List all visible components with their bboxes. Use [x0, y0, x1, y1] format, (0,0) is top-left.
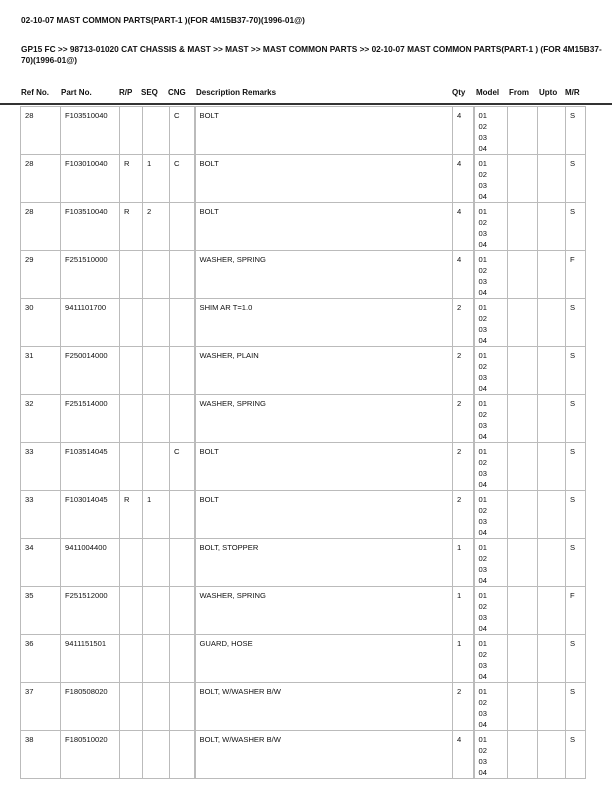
cell-upto [538, 299, 566, 347]
cell-model: 01 02 03 04 [474, 251, 508, 299]
cell-mr: S [566, 539, 586, 587]
header-model: Model [476, 88, 500, 97]
cell-rp [120, 731, 143, 779]
cell-mr: S [566, 443, 586, 491]
cell-part: F180510020 [61, 731, 120, 779]
cell-upto [538, 203, 566, 251]
cell-upto [538, 539, 566, 587]
cell-ref: 30 [21, 299, 61, 347]
cell-cng [170, 587, 195, 635]
cell-qty: 4 [453, 203, 474, 251]
table-row [21, 635, 586, 683]
cell-rp [120, 635, 143, 683]
header-part: Part No. [61, 88, 92, 97]
table-row [21, 107, 586, 155]
table-row [21, 731, 586, 779]
cell-part: 9411151501 [61, 635, 120, 683]
cell-mr: S [566, 155, 586, 203]
cell-desc: BOLT [195, 491, 453, 539]
cell-desc: BOLT [195, 155, 453, 203]
cell-mr: S [566, 683, 586, 731]
cell-model: 01 02 03 04 [474, 731, 508, 779]
cell-desc: BOLT, STOPPER [195, 539, 453, 587]
cell-mr: S [566, 299, 586, 347]
cell-ref: 35 [21, 587, 61, 635]
cell-qty: 2 [453, 491, 474, 539]
cell-desc: BOLT, W/WASHER B/W [195, 683, 453, 731]
cell-mr: F [566, 251, 586, 299]
cell-mr: F [566, 587, 586, 635]
cell-ref: 28 [21, 155, 61, 203]
page-title: 02-10-07 MAST COMMON PARTS(PART-1 )(FOR 4M15B37-70)(1996-01@) [21, 15, 305, 25]
cell-from [508, 731, 538, 779]
cell-model: 01 02 03 04 [474, 107, 508, 155]
cell-part: F103010040 [61, 155, 120, 203]
cell-cng [170, 347, 195, 395]
cell-ref: 29 [21, 251, 61, 299]
cell-part: F103510040 [61, 107, 120, 155]
cell-upto [538, 587, 566, 635]
cell-rp [120, 539, 143, 587]
cell-model: 01 02 03 04 [474, 155, 508, 203]
cell-qty: 1 [453, 635, 474, 683]
cell-cng: C [170, 107, 195, 155]
cell-part: F103510040 [61, 203, 120, 251]
cell-model: 01 02 03 04 [474, 299, 508, 347]
cell-mr: S [566, 347, 586, 395]
cell-ref: 28 [21, 203, 61, 251]
cell-model: 01 02 03 04 [474, 395, 508, 443]
header-ref: Ref No. [21, 88, 49, 97]
cell-rp [120, 683, 143, 731]
cell-from [508, 395, 538, 443]
header-seq: SEQ [141, 88, 158, 97]
cell-rp: R [120, 155, 143, 203]
cell-cng [170, 683, 195, 731]
table-row [21, 443, 586, 491]
cell-rp [120, 107, 143, 155]
cell-part: F251514000 [61, 395, 120, 443]
cell-seq [143, 395, 170, 443]
table-row [21, 395, 586, 443]
cell-seq [143, 731, 170, 779]
header-cng: CNG [168, 88, 186, 97]
cell-model: 01 02 03 04 [474, 539, 508, 587]
cell-ref: 36 [21, 635, 61, 683]
cell-from [508, 683, 538, 731]
cell-mr: S [566, 731, 586, 779]
cell-from [508, 443, 538, 491]
cell-rp: R [120, 203, 143, 251]
header-divider [0, 103, 612, 105]
cell-upto [538, 107, 566, 155]
cell-qty: 2 [453, 443, 474, 491]
cell-upto [538, 635, 566, 683]
cell-qty: 2 [453, 347, 474, 395]
cell-cng [170, 203, 195, 251]
parts-table [20, 106, 586, 779]
cell-part: F103514045 [61, 443, 120, 491]
cell-qty: 2 [453, 299, 474, 347]
cell-part: 9411004400 [61, 539, 120, 587]
cell-ref: 28 [21, 107, 61, 155]
cell-from [508, 587, 538, 635]
cell-part: F250014000 [61, 347, 120, 395]
cell-qty: 2 [453, 683, 474, 731]
cell-model: 01 02 03 04 [474, 683, 508, 731]
cell-from [508, 299, 538, 347]
cell-rp [120, 587, 143, 635]
breadcrumb: GP15 FC >> 98713-01020 CAT CHASSIS & MAST >> MAST >> MAST COMMON PARTS >> 02-10-07 MAST COMMON PARTS(PART-1 ) (FOR 4M15B37-70)(1996-01@) [21, 44, 602, 65]
table-row [21, 539, 586, 587]
table-row [21, 251, 586, 299]
cell-model: 01 02 03 04 [474, 347, 508, 395]
cell-mr: S [566, 395, 586, 443]
cell-seq [143, 587, 170, 635]
header-from: From [509, 88, 529, 97]
cell-rp: R [120, 491, 143, 539]
cell-desc: BOLT [195, 203, 453, 251]
cell-mr: S [566, 491, 586, 539]
cell-from [508, 539, 538, 587]
cell-seq: 1 [143, 155, 170, 203]
cell-model: 01 02 03 04 [474, 443, 508, 491]
cell-upto [538, 347, 566, 395]
cell-from [508, 107, 538, 155]
table-row [21, 491, 586, 539]
cell-ref: 31 [21, 347, 61, 395]
cell-desc: WASHER, PLAIN [195, 347, 453, 395]
cell-qty: 2 [453, 395, 474, 443]
cell-ref: 33 [21, 491, 61, 539]
cell-part: F103014045 [61, 491, 120, 539]
cell-upto [538, 155, 566, 203]
cell-mr: S [566, 203, 586, 251]
cell-seq [143, 683, 170, 731]
header-upto: Upto [539, 88, 558, 97]
cell-seq [143, 635, 170, 683]
cell-qty: 1 [453, 539, 474, 587]
cell-qty: 4 [453, 731, 474, 779]
cell-cng [170, 251, 195, 299]
cell-from [508, 635, 538, 683]
cell-seq [143, 443, 170, 491]
cell-ref: 34 [21, 539, 61, 587]
cell-part: F180508020 [61, 683, 120, 731]
cell-rp [120, 443, 143, 491]
cell-upto [538, 491, 566, 539]
cell-desc: WASHER, SPRING [195, 587, 453, 635]
cell-cng [170, 731, 195, 779]
table-row [21, 587, 586, 635]
cell-qty: 4 [453, 251, 474, 299]
cell-desc: WASHER, SPRING [195, 395, 453, 443]
cell-rp [120, 347, 143, 395]
cell-from [508, 203, 538, 251]
cell-desc: WASHER, SPRING [195, 251, 453, 299]
cell-ref: 38 [21, 731, 61, 779]
cell-cng [170, 635, 195, 683]
cell-cng [170, 395, 195, 443]
cell-cng [170, 539, 195, 587]
cell-desc: GUARD, HOSE [195, 635, 453, 683]
cell-upto [538, 395, 566, 443]
cell-seq: 1 [143, 491, 170, 539]
header-mr: M/R [565, 88, 580, 97]
cell-desc: SHIM AR T=1.0 [195, 299, 453, 347]
cell-part: F251510000 [61, 251, 120, 299]
cell-from [508, 491, 538, 539]
table-header [0, 88, 612, 100]
cell-cng [170, 299, 195, 347]
cell-seq [143, 539, 170, 587]
cell-seq [143, 299, 170, 347]
cell-seq [143, 251, 170, 299]
header-rp: R/P [119, 88, 133, 97]
cell-mr: S [566, 107, 586, 155]
cell-desc: BOLT [195, 443, 453, 491]
cell-from [508, 347, 538, 395]
header-qty: Qty [452, 88, 466, 97]
cell-rp [120, 395, 143, 443]
cell-seq [143, 107, 170, 155]
table-row [21, 347, 586, 395]
cell-ref: 37 [21, 683, 61, 731]
cell-model: 01 02 03 04 [474, 203, 508, 251]
cell-upto [538, 731, 566, 779]
table-row [21, 683, 586, 731]
cell-model: 01 02 03 04 [474, 587, 508, 635]
cell-desc: BOLT [195, 107, 453, 155]
header-desc: Description Remarks [196, 88, 277, 97]
table-row [21, 155, 586, 203]
cell-rp [120, 251, 143, 299]
cell-mr: S [566, 635, 586, 683]
cell-upto [538, 683, 566, 731]
cell-qty: 1 [453, 587, 474, 635]
cell-seq: 2 [143, 203, 170, 251]
cell-from [508, 155, 538, 203]
cell-rp [120, 299, 143, 347]
cell-qty: 4 [453, 107, 474, 155]
cell-cng: C [170, 443, 195, 491]
cell-seq [143, 347, 170, 395]
cell-model: 01 02 03 04 [474, 635, 508, 683]
cell-model: 01 02 03 04 [474, 491, 508, 539]
cell-part: 9411101700 [61, 299, 120, 347]
table-row [21, 299, 586, 347]
cell-part: F251512000 [61, 587, 120, 635]
cell-ref: 32 [21, 395, 61, 443]
table-row [21, 203, 586, 251]
cell-cng: C [170, 155, 195, 203]
cell-from [508, 251, 538, 299]
cell-upto [538, 251, 566, 299]
cell-cng [170, 491, 195, 539]
cell-qty: 4 [453, 155, 474, 203]
cell-desc: BOLT, W/WASHER B/W [195, 731, 453, 779]
cell-upto [538, 443, 566, 491]
cell-ref: 33 [21, 443, 61, 491]
